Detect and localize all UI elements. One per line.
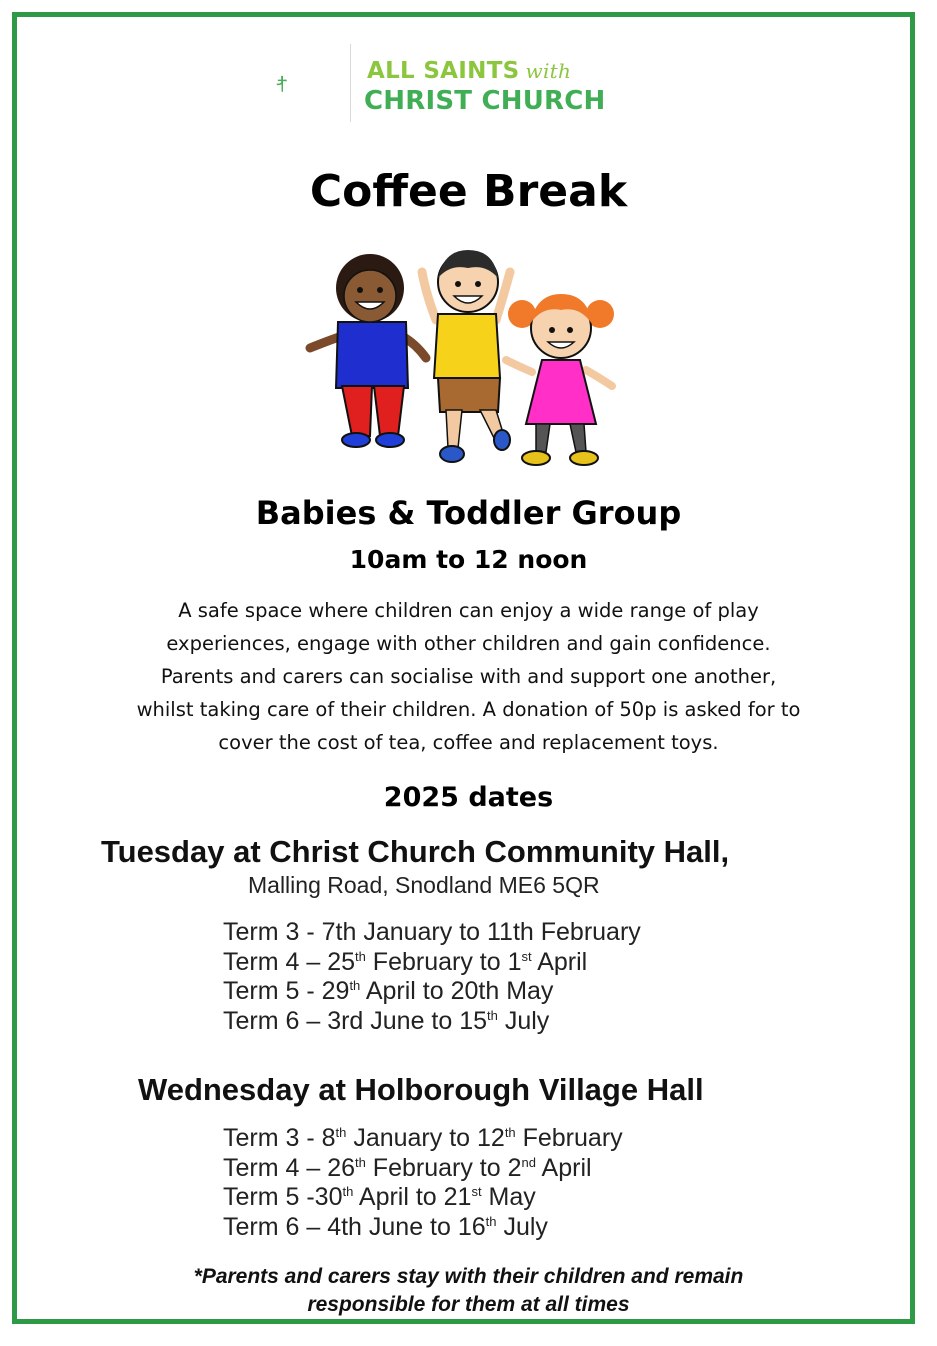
term-text: Term 6 – 4th June to 16: [223, 1212, 486, 1241]
term-row: [223, 977, 641, 1007]
child-yellow-shirt: [422, 250, 510, 462]
term-row: [223, 1183, 623, 1213]
term-text: Term 5 - 29: [223, 977, 350, 1005]
tuesday-address: Malling Road, Snodland ME6 5QR: [248, 872, 600, 898]
term-text: Term 3 - 7th January to 11th February: [223, 918, 641, 946]
cross-icon: [276, 38, 346, 130]
logo-christ-church: CHRIST CHURCH: [364, 86, 606, 116]
term-text: April to 21: [353, 1183, 472, 1211]
term-row: [223, 1154, 623, 1184]
term-text: Term 3 - 8: [223, 1124, 336, 1152]
term-text: July: [496, 1212, 548, 1241]
page-title: Coffee Break: [309, 166, 628, 217]
term-sup: st: [521, 948, 532, 964]
logo-all-saints: ALL SAINTS: [367, 58, 520, 84]
term-text: July: [497, 1006, 550, 1035]
term-sup: th: [355, 1154, 366, 1170]
footnote-line: *Parents and carers stay with their children and remain: [193, 1265, 744, 1288]
group-description: [0, 594, 937, 759]
term-text: February to 1: [365, 947, 522, 976]
term-text: January to 12: [346, 1124, 505, 1152]
term-text: Term 6 – 3rd June to 15: [223, 1006, 488, 1035]
description-line: Parents and carers can socialise with and support one another,: [160, 665, 777, 688]
term-text: February to 2: [365, 1153, 522, 1182]
term-sup: th: [485, 1213, 497, 1229]
dates-heading: 2025 dates: [383, 782, 554, 813]
term-text: April: [535, 1153, 592, 1182]
description-line: experiences, engage with other children and gain confidence.: [166, 632, 771, 655]
description-line: whilst taking care of their children. A donation of 50p is asked for to: [136, 698, 801, 721]
term-sup: nd: [521, 1154, 536, 1170]
tuesday-venue: Tuesday at Christ Church Community Hall,: [101, 834, 730, 869]
term-sup: th: [355, 948, 366, 964]
three-cartoon-children-illustration: [290, 240, 630, 480]
description-line: A safe space where children can enjoy a wide range of play: [178, 599, 759, 622]
term-text: February: [515, 1124, 623, 1152]
term-text: May: [481, 1183, 536, 1211]
term-row: [223, 918, 641, 948]
wednesday-terms: [223, 1124, 623, 1242]
footnote-line: responsible for them at all times: [307, 1293, 630, 1316]
term-row: [223, 948, 641, 978]
group-heading: Babies & Toddler Group: [255, 494, 682, 532]
logo-divider: [350, 44, 351, 122]
logo-with: with: [525, 59, 572, 83]
term-sup: st: [471, 1184, 482, 1199]
term-text: Term 5 -30: [223, 1183, 343, 1211]
description-line: cover the cost of tea, coffee and replacement toys.: [218, 731, 719, 754]
term-text: April: [531, 947, 588, 976]
child-pink-dress: [506, 294, 614, 465]
term-row: [223, 1007, 641, 1037]
footnote: [0, 1263, 937, 1319]
term-row: [223, 1124, 623, 1154]
term-sup: th: [504, 1125, 516, 1140]
child-blue-shirt: [310, 254, 426, 447]
term-text: Term 4 – 25: [223, 947, 356, 976]
wednesday-venue: Wednesday at Holborough Village Hall: [138, 1072, 704, 1107]
term-text: Term 4 – 26: [223, 1153, 356, 1182]
term-sup: th: [335, 1125, 347, 1140]
group-time: 10am to 12 noon: [349, 545, 588, 574]
term-sup: th: [349, 978, 361, 993]
term-sup: th: [487, 1007, 498, 1023]
term-row: [223, 1213, 623, 1243]
tuesday-terms: [223, 918, 641, 1036]
term-sup: th: [342, 1184, 354, 1199]
term-text: April to 20th May: [360, 977, 554, 1005]
